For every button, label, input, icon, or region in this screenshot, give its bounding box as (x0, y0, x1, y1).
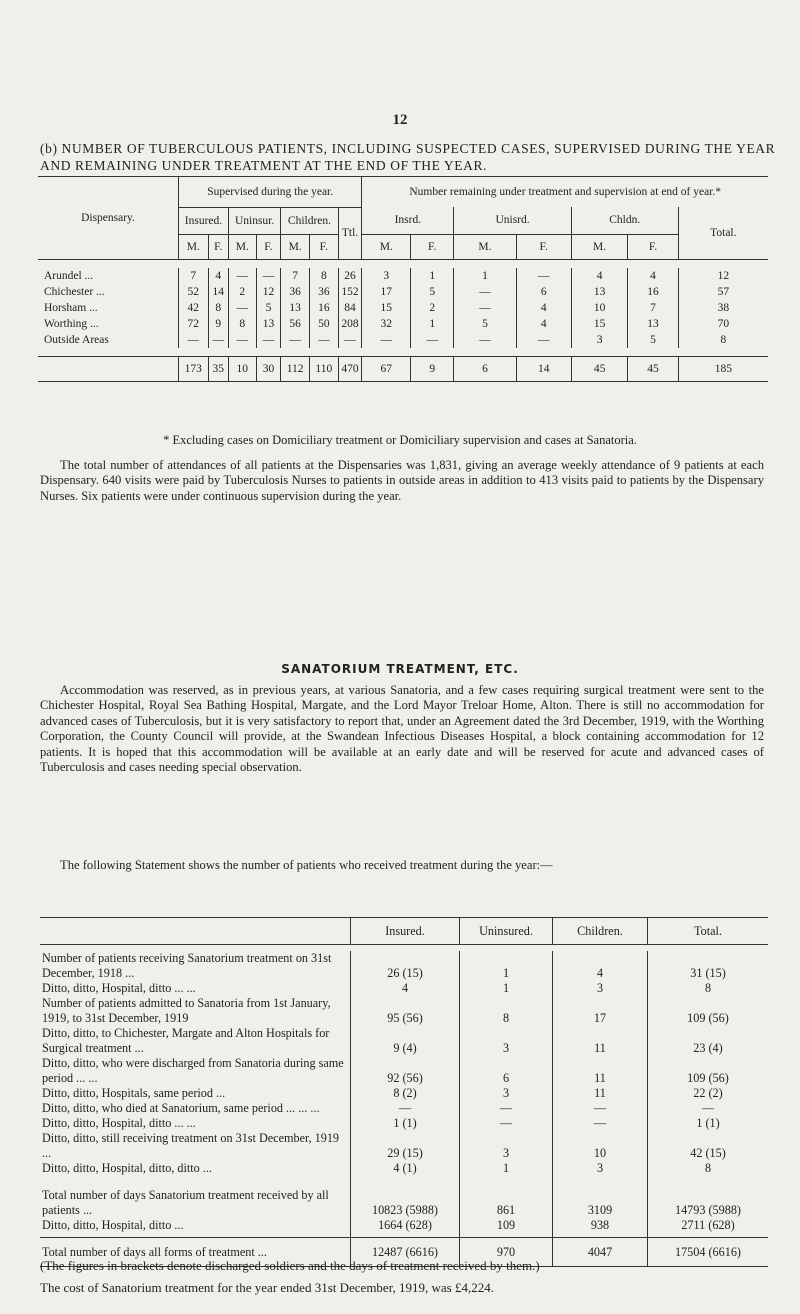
table-row (40, 1131, 768, 1161)
paragraph-statement: The following Statement shows the number of patients who received treatment during the year:— (60, 858, 553, 872)
table-cell: 1 (454, 268, 516, 284)
section-heading: (b) NUMBER OF TUBERCULOUS PATIENTS, INCLUDING SUSPECTED CASES, SUPERVISED DURING THE YEAR AND REMAINING UNDER TREATMENT AT THE END OF THE YEAR. (40, 141, 776, 173)
table-cell: 6 (454, 356, 516, 381)
treatment-table (40, 917, 768, 1267)
table-cell: 32 (362, 316, 411, 332)
table-cell: 1 (411, 268, 454, 284)
table-cell: 14 (208, 284, 228, 300)
table-cell: 10 (571, 300, 628, 316)
table-cell: 38 (678, 300, 768, 316)
table-cell: 95 (56) (351, 996, 460, 1026)
table-cell: 11 (553, 1026, 648, 1056)
table-cell: 8 (208, 300, 228, 316)
table-cell: — (411, 332, 454, 348)
table-cell: 5 (454, 316, 516, 332)
remaining-header: Number remaining under treatment and supervision at end of year.* (362, 177, 768, 208)
table-cell: 14793 (5988) (648, 1188, 769, 1218)
table-row (40, 996, 768, 1026)
table-cell: 4047 (553, 1238, 648, 1267)
row-label: Ditto, ditto, to Chichester, Margate and Alton Hospitals for Surgical treatment ... (42, 1026, 330, 1055)
table-cell: 8 (648, 1161, 769, 1176)
section-title: SANATORIUM TREATMENT, ETC. (281, 662, 519, 676)
table-cell: 57 (678, 284, 768, 300)
row-label: Ditto, ditto, who were discharged from Sanatoria during same period ... ... (42, 1056, 344, 1085)
table-cell: — (256, 332, 281, 348)
table-row (38, 316, 768, 332)
table-cell: — (351, 1101, 460, 1116)
table-row (40, 1101, 768, 1116)
table-cell: 7 (179, 268, 209, 284)
table-cell: 3109 (553, 1188, 648, 1218)
f-header: F. (411, 234, 454, 259)
table-cell: 50 (309, 316, 338, 332)
row-label: Ditto, ditto, Hospital, ditto ... (42, 1218, 184, 1232)
dispensary-name: Horsham ... (44, 301, 98, 314)
table-cell: — (516, 268, 571, 284)
table-cell: — (338, 332, 362, 348)
table-cell: 5 (256, 300, 281, 316)
f-header: F. (309, 234, 338, 259)
table-cell: — (460, 1116, 553, 1131)
table-cell: 5 (411, 284, 454, 300)
table-cell: 13 (571, 284, 628, 300)
table-cell: 8 (309, 268, 338, 284)
row-label: Total number of days Sanatorium treatment received by all patients ... (42, 1188, 329, 1217)
table-cell: — (648, 1101, 769, 1116)
table-cell: 7 (628, 300, 678, 316)
table-row (38, 300, 768, 316)
table-cell: 26 (338, 268, 362, 284)
children-header: Children. (281, 207, 338, 234)
table-cell: 3 (460, 1086, 553, 1101)
table-cell: — (281, 332, 310, 348)
table-row (38, 332, 768, 348)
table-cell: 12 (256, 284, 281, 300)
table-cell: 1 (460, 951, 553, 981)
brackets-note: (The figures in brackets denote discharged soldiers and the days of treatment received by them.) (40, 1258, 540, 1273)
table-cell: 11 (553, 1086, 648, 1101)
table-cell: 12487 (6616) (351, 1238, 460, 1267)
table-row (40, 951, 768, 981)
table-cell: 110 (309, 356, 338, 381)
table-cell: 52 (179, 284, 209, 300)
table-row (40, 1218, 768, 1238)
table-cell: 1 (411, 316, 454, 332)
table-cell: 36 (281, 284, 310, 300)
paragraph-accommodation: Accommodation was reserved, as in previous years, at various Sanatoria, and a few cases requiring surgical treatment were sent to the Chichester Hospital, Royal Sea Bathing Hospital, Margate, and the Lord Mayor Treloar Home, Alton. There is still no accommodation for advanced cases of Tuberculosis, but it is very satisfactory to report that, under an Agreement dated the 3rd December, 1919, with the Worthing Corporation, the County Council will provide, at the Swandean Infectious Diseases Hospital, a block containing accommodation for 12 patients. It is hoped that this accommodation will be available at an early date and will be reserved for acute and advanced cases of Tuberculosis and cases needing special observation. (40, 683, 764, 775)
unisrd-header: Unisrd. (454, 207, 572, 234)
table-cell: 2711 (628) (648, 1218, 769, 1238)
table-cell: 6 (460, 1056, 553, 1086)
table-cell: 30 (256, 356, 281, 381)
dispensary-header: Dispensary. (81, 211, 135, 224)
page-number: 12 (392, 112, 408, 128)
table-cell: — (460, 1101, 553, 1116)
row-label: Total number of days all forms of treatment ... (42, 1244, 267, 1259)
table-cell: 3 (460, 1026, 553, 1056)
table-cell: 23 (4) (648, 1026, 769, 1056)
table-cell: — (309, 332, 338, 348)
table-cell: 9 (4) (351, 1026, 460, 1056)
table-cell: 17 (362, 284, 411, 300)
dispensary-table (38, 176, 768, 382)
table-cell: 109 (460, 1218, 553, 1238)
table-cell: 8 (460, 996, 553, 1026)
row-label: Ditto, ditto, still receiving treatment on 31st December, 1919 ... (42, 1131, 340, 1160)
table-cell: 70 (678, 316, 768, 332)
uninsured-header: Uninsur. (228, 207, 280, 234)
table-row (40, 1116, 768, 1131)
children-header: Children. (553, 918, 648, 945)
table-cell: 10 (553, 1131, 648, 1161)
chldn-header: Chldn. (571, 207, 678, 234)
totals-row (38, 356, 768, 381)
table-cell: — (553, 1101, 648, 1116)
table-cell: 8 (228, 316, 256, 332)
table-cell: 3 (553, 1161, 648, 1176)
table-cell: 1664 (628) (351, 1218, 460, 1238)
table-cell: 4 (208, 268, 228, 284)
insured-header: Insured. (351, 918, 460, 945)
table-cell: 208 (338, 316, 362, 332)
table-cell: 470 (338, 356, 362, 381)
table-row (40, 1056, 768, 1086)
table-cell: 35 (208, 356, 228, 381)
table-cell: 92 (56) (351, 1056, 460, 1086)
uninsured-header: Uninsured. (460, 918, 553, 945)
table-cell: 11 (553, 1056, 648, 1086)
row-label: Ditto, ditto, Hospital, ditto ... ... (42, 1116, 196, 1130)
table-cell: 173 (179, 356, 209, 381)
table-cell: 12 (678, 268, 768, 284)
insrd-header: Insrd. (362, 207, 454, 234)
dispensary-name: Worthing ... (44, 317, 99, 330)
table-cell: 5 (628, 332, 678, 348)
table-cell: 84 (338, 300, 362, 316)
table-cell: 1 (1) (351, 1116, 460, 1131)
table-cell: — (362, 332, 411, 348)
table-cell: 6 (516, 284, 571, 300)
row-label: Ditto, ditto, who died at Sanatorium, same period ... ... ... (42, 1101, 320, 1115)
table-cell: 9 (208, 316, 228, 332)
row-label: Number of patients receiving Sanatorium treatment on 31st December, 1918 ... (42, 951, 332, 980)
insured-header: Insured. (179, 207, 229, 234)
table-row (38, 284, 768, 300)
table-cell: 112 (281, 356, 310, 381)
table-row (38, 268, 768, 284)
table-cell: — (208, 332, 228, 348)
table-cell: 14 (516, 356, 571, 381)
table-cell: 16 (309, 300, 338, 316)
table-cell: 109 (56) (648, 996, 769, 1026)
table-cell: 3 (460, 1131, 553, 1161)
table-cell: — (228, 268, 256, 284)
table-cell: 16 (628, 284, 678, 300)
table-cell: — (179, 332, 209, 348)
table-row (40, 1086, 768, 1101)
table-cell: — (228, 332, 256, 348)
table-cell: 2 (411, 300, 454, 316)
table-cell: 22 (2) (648, 1086, 769, 1101)
m-header: M. (362, 234, 411, 259)
table-cell: 4 (516, 316, 571, 332)
dispensary-name: Outside Areas (44, 333, 109, 346)
table-cell: 13 (256, 316, 281, 332)
f-header: F. (208, 234, 228, 259)
f-header: F. (628, 234, 678, 259)
table-cell: 3 (571, 332, 628, 348)
row-label: Ditto, ditto, Hospital, ditto ... ... (42, 981, 196, 995)
table-cell: 970 (460, 1238, 553, 1267)
table-cell: 938 (553, 1218, 648, 1238)
table-cell: 42 (179, 300, 209, 316)
table-cell: 109 (56) (648, 1056, 769, 1086)
row-label: Number of patients admitted to Sanatoria from 1st January, 1919, to 31st December, 1919 (42, 996, 331, 1025)
table-cell: 10823 (5988) (351, 1188, 460, 1218)
table-cell: 45 (571, 356, 628, 381)
table-row (40, 981, 768, 996)
table-cell: 72 (179, 316, 209, 332)
total-header: Total. (648, 918, 769, 945)
table-cell: 4 (351, 981, 460, 996)
table-cell: 4 (1) (351, 1161, 460, 1176)
table-cell: 3 (553, 981, 648, 996)
table-cell: 185 (678, 356, 768, 381)
table-cell: 7 (281, 268, 310, 284)
table-cell: 15 (362, 300, 411, 316)
table-cell: 45 (628, 356, 678, 381)
table-cell: 861 (460, 1188, 553, 1218)
table-cell: 36 (309, 284, 338, 300)
table-cell: 4 (516, 300, 571, 316)
table-cell: — (516, 332, 571, 348)
table-cell: 67 (362, 356, 411, 381)
cost-line: The cost of Sanatorium treatment for the year ended 31st December, 1919, was £4,224. (40, 1280, 494, 1295)
table-row (40, 1026, 768, 1056)
ttl-header: Ttl. (338, 207, 362, 259)
table-cell: — (454, 300, 516, 316)
table-cell: 1 (1) (648, 1116, 769, 1131)
m-header: M. (454, 234, 516, 259)
table-cell: 42 (15) (648, 1131, 769, 1161)
table-cell: — (454, 284, 516, 300)
table-cell: 10 (228, 356, 256, 381)
total-header: Total. (678, 207, 768, 259)
table-cell: 17504 (6616) (648, 1238, 769, 1267)
m-header: M. (228, 234, 256, 259)
table-cell: 8 (648, 981, 769, 996)
table-cell: 31 (15) (648, 951, 769, 981)
table-cell: 8 (2) (351, 1086, 460, 1101)
table-cell: 4 (571, 268, 628, 284)
table-cell: 56 (281, 316, 310, 332)
table-cell: 152 (338, 284, 362, 300)
table-row (40, 1161, 768, 1176)
m-header: M. (281, 234, 310, 259)
table-cell: — (228, 300, 256, 316)
f-header: F. (256, 234, 281, 259)
table-cell: 2 (228, 284, 256, 300)
table-cell: 4 (628, 268, 678, 284)
m-header: M. (179, 234, 209, 259)
table-cell: — (256, 268, 281, 284)
table-cell: — (553, 1116, 648, 1131)
table-cell: 29 (15) (351, 1131, 460, 1161)
table-cell: — (454, 332, 516, 348)
table-cell: 17 (553, 996, 648, 1026)
row-label: Ditto, ditto, Hospital, ditto, ditto ... (42, 1161, 212, 1175)
f-header: F. (516, 234, 571, 259)
table-cell: 15 (571, 316, 628, 332)
table-cell: 8 (678, 332, 768, 348)
footnote: * Excluding cases on Domiciliary treatment or Domiciliary supervision and cases at Sanatoria. (163, 433, 637, 447)
table-row (40, 1188, 768, 1218)
table-cell: 1 (460, 981, 553, 996)
table-cell: 13 (628, 316, 678, 332)
row-label: Ditto, ditto, Hospitals, same period ... (42, 1086, 226, 1100)
table-cell: 13 (281, 300, 310, 316)
supervised-header: Supervised during the year. (179, 177, 362, 208)
dispensary-name: Arundel ... (44, 269, 94, 282)
m-header: M. (571, 234, 628, 259)
table-cell: 3 (362, 268, 411, 284)
paragraph-attendances: The total number of attendances of all patients at the Dispensaries was 1,831, giving an average weekly attendance of 9 patients at each Dispensary. 640 visits were paid by Tuberculosis Nurses to patients in outside areas in addition to 413 visits paid to patients by the Dispensary Nurses. Six patients were under continuous supervision during the year. (40, 458, 764, 503)
table-cell: 4 (553, 951, 648, 981)
table-cell: 9 (411, 356, 454, 381)
table-cell: 26 (15) (351, 951, 460, 981)
table-cell: 1 (460, 1161, 553, 1176)
dispensary-name: Chichester ... (44, 285, 105, 298)
